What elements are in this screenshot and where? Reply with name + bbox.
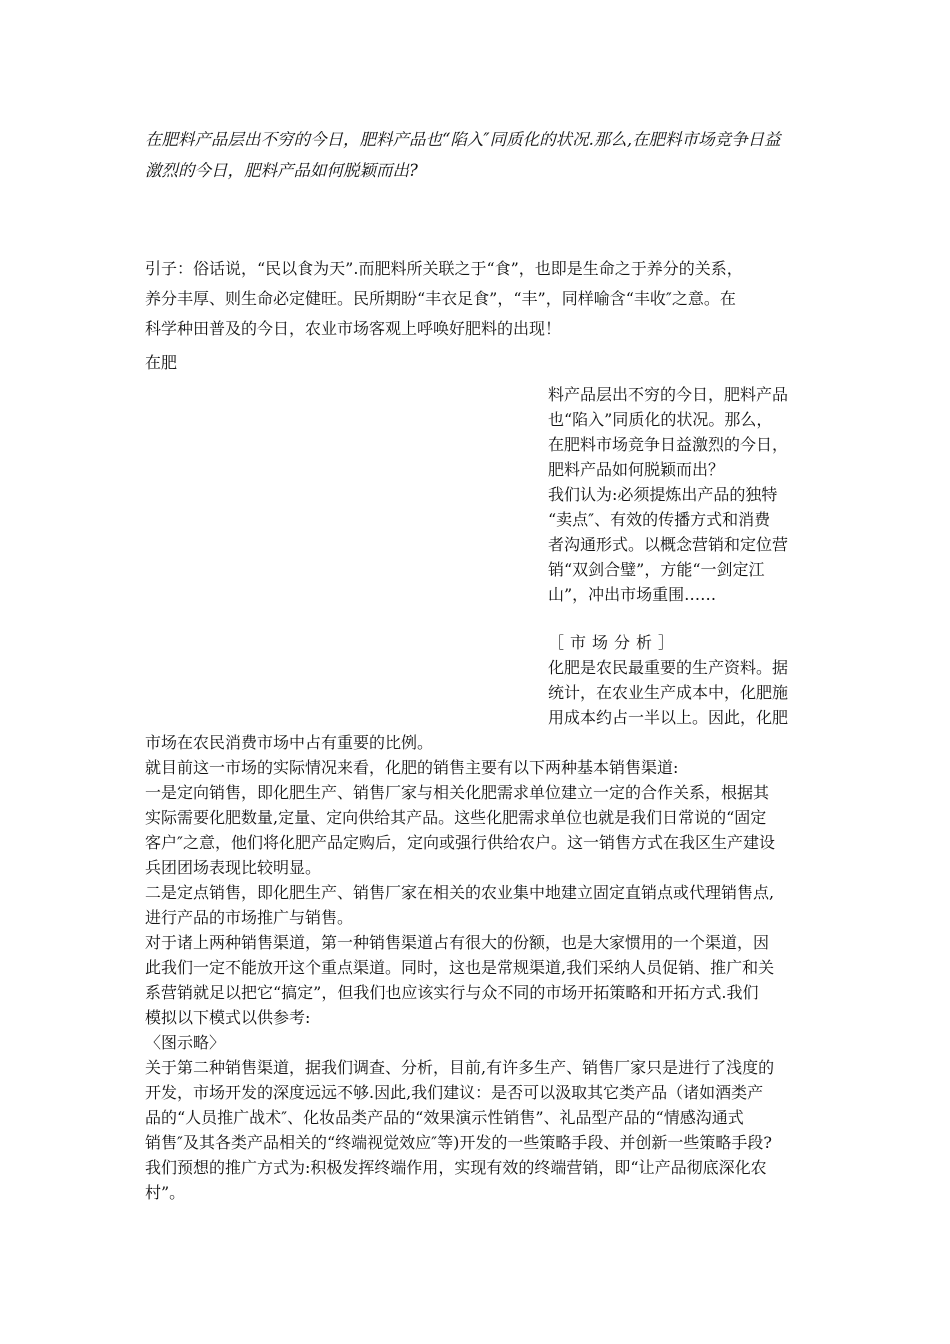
right-column-line: 用成本约占一半以上。因此，化肥 (548, 708, 789, 727)
right-column-line: 也“陷入”同质化的状况。那么， (548, 410, 773, 429)
right-column-line: 者沟通形式。以概念营销和定位营 (548, 535, 789, 554)
right-column-line: 肥料产品如何脱颖而出？ (548, 460, 725, 479)
body-line: 此我们一定不能放开这个重点渠道。同时，这也是常规渠道,我们采纳人员促销、推广和关 (145, 958, 775, 977)
body-line: 销售″及其各类产品相关的“终端视觉效应″等)开发的一些策略手段、并创新一些策略手段? (145, 1133, 772, 1152)
right-column-line: 在肥料市场竞争日益激烈的今日， (548, 435, 789, 454)
preface-line: 引子：俗话说，“民以食为天”.而肥料所关联之于“食”，也即是生命之于养分的关系， (145, 259, 743, 278)
preface-line: 养分丰厚、则生命必定健旺。民所期盼“丰衣足食”，“丰”，同样喻含“丰收″之意。在 (145, 289, 736, 308)
right-column-line: 料产品层出不穷的今日，肥料产品 (548, 385, 789, 404)
body-line: 对于诸上两种销售渠道，第一种销售渠道占有很大的份额，也是大家惯用的一个渠道，因 (145, 933, 770, 952)
section-heading: ［市场分析］ (548, 633, 681, 652)
body-line: 实际需要化肥数量,定量、定向供给其产品。这些化肥需求单位也就是我们日常说的“固定 (145, 808, 767, 827)
body-line: 兵团团场表现比较明显。 (145, 858, 322, 877)
figure-placeholder: 〈图示略〉 (145, 1033, 226, 1052)
body-line: 关于第二种销售渠道，据我们调查、分析，目前,有许多生产、销售厂家只是进行了浅度的 (145, 1058, 775, 1077)
intro-line: 在肥料产品层出不穷的今日，肥料产品也“陷入″同质化的状况.那么,在肥料市场竞争日益 (145, 130, 781, 149)
right-column-line: 我们认为:必须提炼出产品的独特 (548, 485, 778, 504)
body-line: 系营销就足以把它“搞定”，但我们也应该实行与众不同的市场开拓策略和开拓方式.我们 (145, 983, 759, 1002)
preface-line: 在肥 (145, 353, 178, 372)
body-line: 品的“人员推广战术″、化妆品类产品的“效果演示性销售”、礼品型产品的“情感沟通式 (145, 1108, 744, 1127)
right-column-line: 山”，冲出市场重围…… (548, 585, 717, 604)
body-line: 客户″之意，他们将化肥产品定购后，定向或强行供给农户。这一销售方式在我区生产建设 (145, 833, 775, 852)
body-line: 就目前这一市场的实际情况来看，化肥的销售主要有以下两种基本销售渠道: (145, 758, 679, 777)
intro-line: 激烈的今日，肥料产品如何脱颖而出? (145, 161, 418, 180)
right-column-line: “卖点″、有效的传播方式和消费 (548, 510, 771, 529)
body-line: 进行产品的市场推广与销售。 (145, 908, 354, 927)
preface-line: 科学种田普及的今日，农业市场客观上呼唤好肥料的出现！ (145, 319, 562, 338)
right-column-line: 销“双剑合璧”，方能“一剑定江 (548, 560, 765, 579)
body-line: 模拟以下模式以供参考: (145, 1008, 311, 1027)
body-line: 一是定向销售，即化肥生产、销售厂家与相关化肥需求单位建立一定的合作关系，根据其 (145, 783, 770, 802)
body-line: 村”。 (145, 1183, 186, 1202)
body-line: 我们预想的推广方式为:积极发挥终端作用，实现有效的终端营销，即“让产品彻底深化农 (145, 1158, 767, 1177)
body-line: 开发，市场开发的深度远远不够.因此,我们建议：是否可以汲取其它类产品（诸如酒类产 (145, 1083, 764, 1102)
body-line: 二是定点销售，即化肥生产、销售厂家在相关的农业集中地建立固定直销点或代理销售点, (145, 883, 775, 902)
body-line: 市场在农民消费市场中占有重要的比例。 (145, 733, 434, 752)
right-column-line: 统计，在农业生产成本中，化肥施 (548, 683, 789, 702)
right-column-line: 化肥是农民最重要的生产资料。据 (548, 658, 789, 677)
